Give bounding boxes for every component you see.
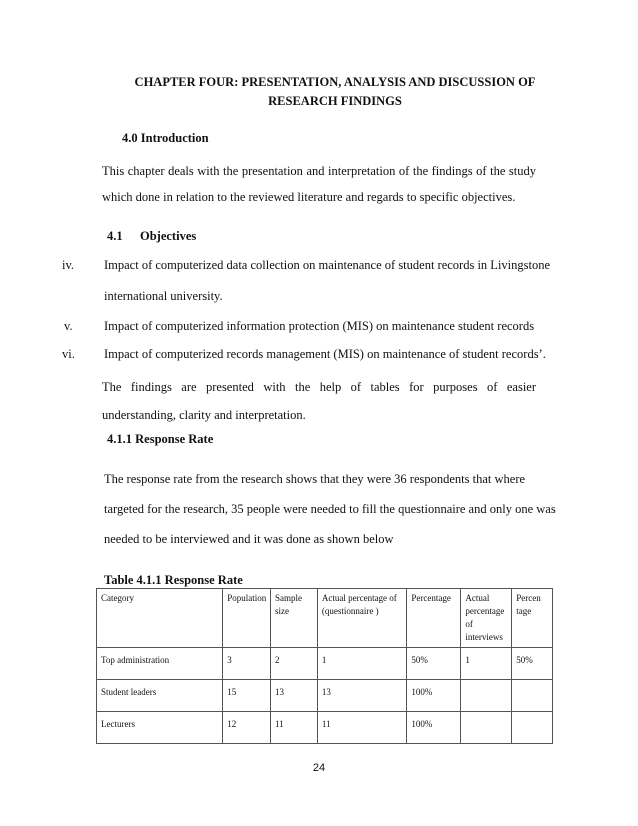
table-cell: 50% [407, 648, 461, 680]
table-row [97, 680, 553, 712]
header-sample-size: Sample size [271, 589, 318, 648]
table-cell: 13 [317, 680, 407, 712]
table-cell [461, 680, 512, 712]
table-cell: 100% [407, 712, 461, 744]
table-cell: 1 [461, 648, 512, 680]
table-cell: 1 [317, 648, 407, 680]
table-cell: 13 [271, 680, 318, 712]
intro-heading: 4.0 Introduction [122, 131, 209, 145]
objectives-number: 4.1 [107, 229, 123, 243]
page-number: 24 [312, 762, 326, 774]
response-line-2: targeted for the research, 35 people were needed to fill the questionnaire and only one was [104, 502, 556, 516]
table-caption: Table 4.1.1 Response Rate [104, 573, 243, 587]
table-cell: 11 [271, 712, 318, 744]
table-cell: 50% [512, 648, 553, 680]
chapter-title [100, 73, 570, 111]
header-actual-percentage-interviews: Actual percentage of interviews [461, 589, 512, 648]
header-population: Population [223, 589, 271, 648]
objective-iv-line-1: Impact of computerized data collection on maintenance of student records in Livingstone [104, 258, 551, 272]
objectives-heading: Objectives [140, 229, 197, 243]
table-cell [512, 712, 553, 744]
table-row [97, 712, 553, 744]
table-cell [461, 712, 512, 744]
objective-marker-iv: iv. [62, 258, 75, 272]
chapter-title-line-1: CHAPTER FOUR: PRESENTATION, ANALYSIS AND DISCUSSION OF [134, 75, 536, 89]
response-rate-table [96, 588, 553, 744]
chapter-title-line-2: RESEARCH FINDINGS [268, 94, 402, 108]
table-cell: 100% [407, 680, 461, 712]
response-line-1: The response rate from the research shows that they were 36 respondents that where [104, 472, 526, 486]
objective-marker-v: v. [64, 319, 73, 333]
header-percentage-2: Percen tage [512, 589, 553, 648]
table-cell: 2 [271, 648, 318, 680]
table-cell: 15 [223, 680, 271, 712]
table-header-row [97, 589, 553, 648]
header-category: Category [97, 589, 223, 648]
table-cell: Top administration [97, 648, 223, 680]
header-actual-percentage-questionnaire: Actual percentage of (questionnaire ) [317, 589, 407, 648]
response-rate-heading: 4.1.1 Response Rate [107, 432, 214, 446]
header-percentage: Percentage [407, 589, 461, 648]
objective-v-line-1: Impact of computerized information protection (MIS) on maintenance student records [104, 319, 535, 333]
table-cell: 12 [223, 712, 271, 744]
response-line-3: needed to be interviewed and it was done as shown below [104, 532, 394, 546]
table-cell: Lecturers [97, 712, 223, 744]
objective-vi-line-1: Impact of computerized records management (MIS) on maintenance of student records’. [104, 347, 546, 361]
intro-paragraph: This chapter deals with the presentation and interpretation of the findings of the study which done in relation to the reviewed literature and regards to specific objectives. [102, 164, 536, 204]
objective-iv-line-2: international university. [104, 289, 223, 303]
objective-marker-vi: vi. [62, 347, 75, 361]
table-cell: Student leaders [97, 680, 223, 712]
table-cell [512, 680, 553, 712]
table-cell: 3 [223, 648, 271, 680]
findings-summary: The findings are presented with the help of tables for purposes of easier understanding, clarity and interpretation. [102, 380, 536, 422]
table-row [97, 648, 553, 680]
table-cell: 11 [317, 712, 407, 744]
